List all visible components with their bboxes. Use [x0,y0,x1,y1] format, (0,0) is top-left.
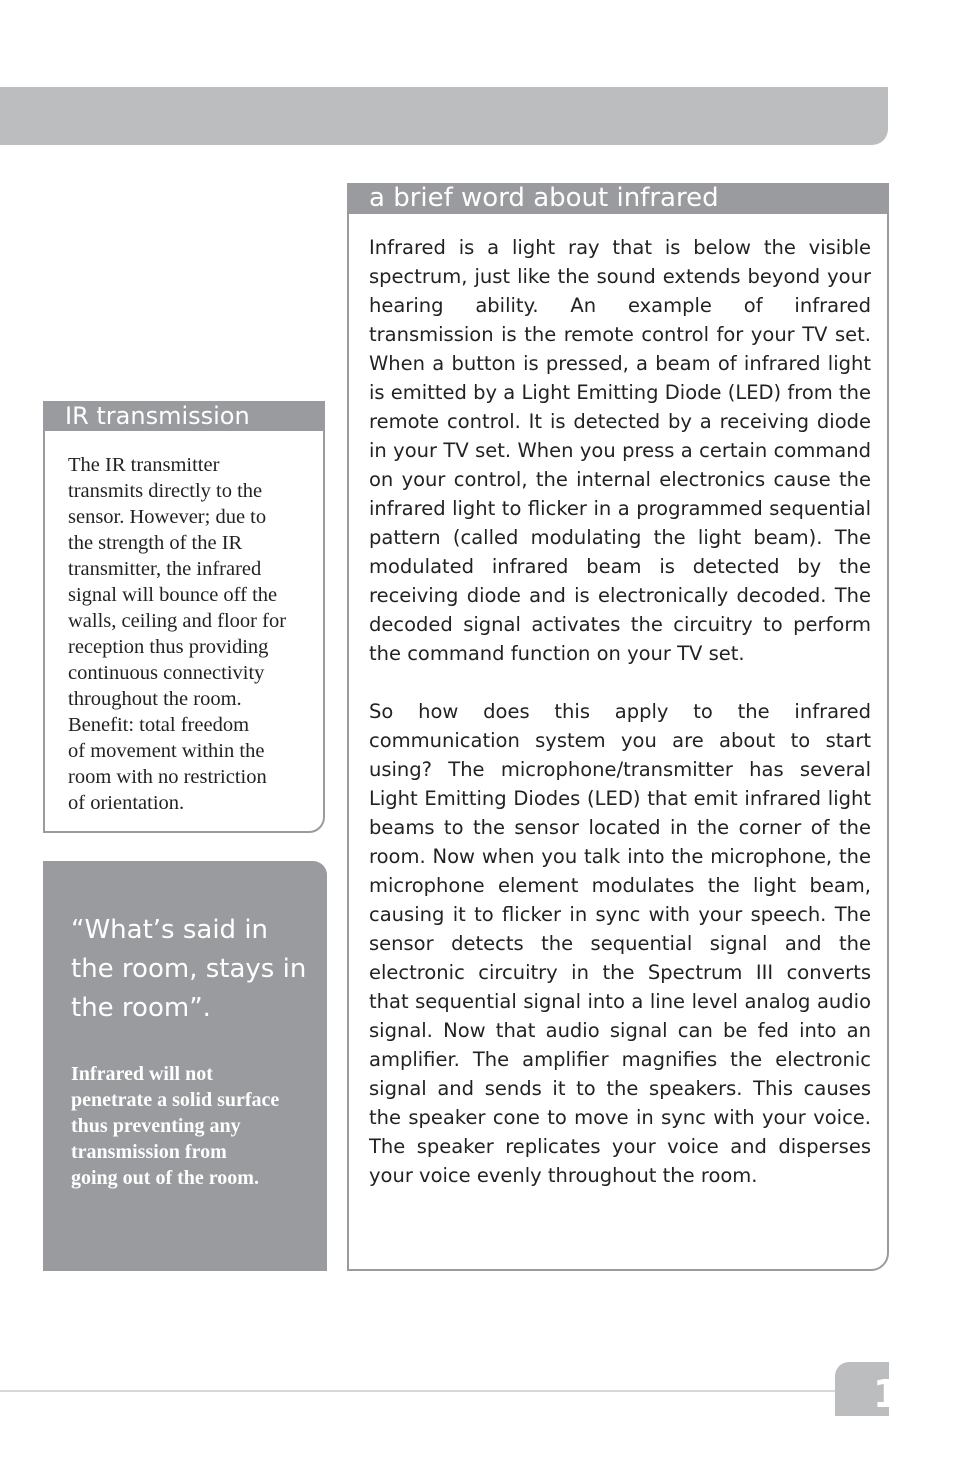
article-paragraph: So how does this apply to the infrared communication system you are about to start using? The microphone/transmitter has several Light Emitting Diodes (LED) that emit infrared light beams to the sensor located in the corner of the room. Now when you talk into the microphone, the microphone element modulates the light beam, causing it to flicker in sync with your speech. The sensor detects the sequential signal and the electronic circuitry in the Spectrum III converts that sequential signal into a line level analog audio signal. Now that audio signal can be fed into an amplifier. The amplifier magnifies the electronic signal and sends it to the speakers. This causes the speaker cone to move in sync with your voice. The speaker replicates your voice and disperses your voice evenly throughout the room. [369,700,871,1187]
article-paragraph: Infrared is a light ray that is below the visible spectrum, just like the sound extends beyond your hearing ability. An example of infrared transmission is the remote control for your TV set. When a button is pressed, a beam of infrared light is emitted by a Light Emitting Diode (LED) from the remote control. It is detected by a receiving diode in your TV set. When you press a certain command on your control, the internal electronics cause the infrared light to flicker in a programmed sequential pattern (called modulating the light beam). The modulated infrared beam is detected by the receiving diode and is electronically decoded. The decoded signal activates the circuitry to perform the command function on your TV set. [369,236,871,665]
quote-box [43,861,327,1271]
article-body [369,233,871,1219]
pull-quote: “What’s said in the room, stays in the room”. [71,915,307,1023]
ir-transmission-box [43,401,325,833]
ir-transmission-title: IR transmission [43,401,325,431]
header-band [0,87,888,145]
infrared-article-box [347,183,889,1271]
page-number-tab [835,1362,900,1416]
footer-divider [0,1390,836,1392]
article-title: a brief word about infrared [347,183,889,214]
ir-transmission-text: The IR transmitter transmits directly to the sensor. However; due to the strength of the IR transmitter, the infrared signal will bounce off the walls, ceiling and floor for reception thus providing continuous connectivity throughout the room. Benefit: total freedom of movement within the room with no restriction of orientation. [68,454,287,814]
page-number: 1 [873,1372,900,1416]
quote-note: Infrared will not penetrate a solid surface thus preventing any transmission from going out of the room. [71,1063,280,1189]
